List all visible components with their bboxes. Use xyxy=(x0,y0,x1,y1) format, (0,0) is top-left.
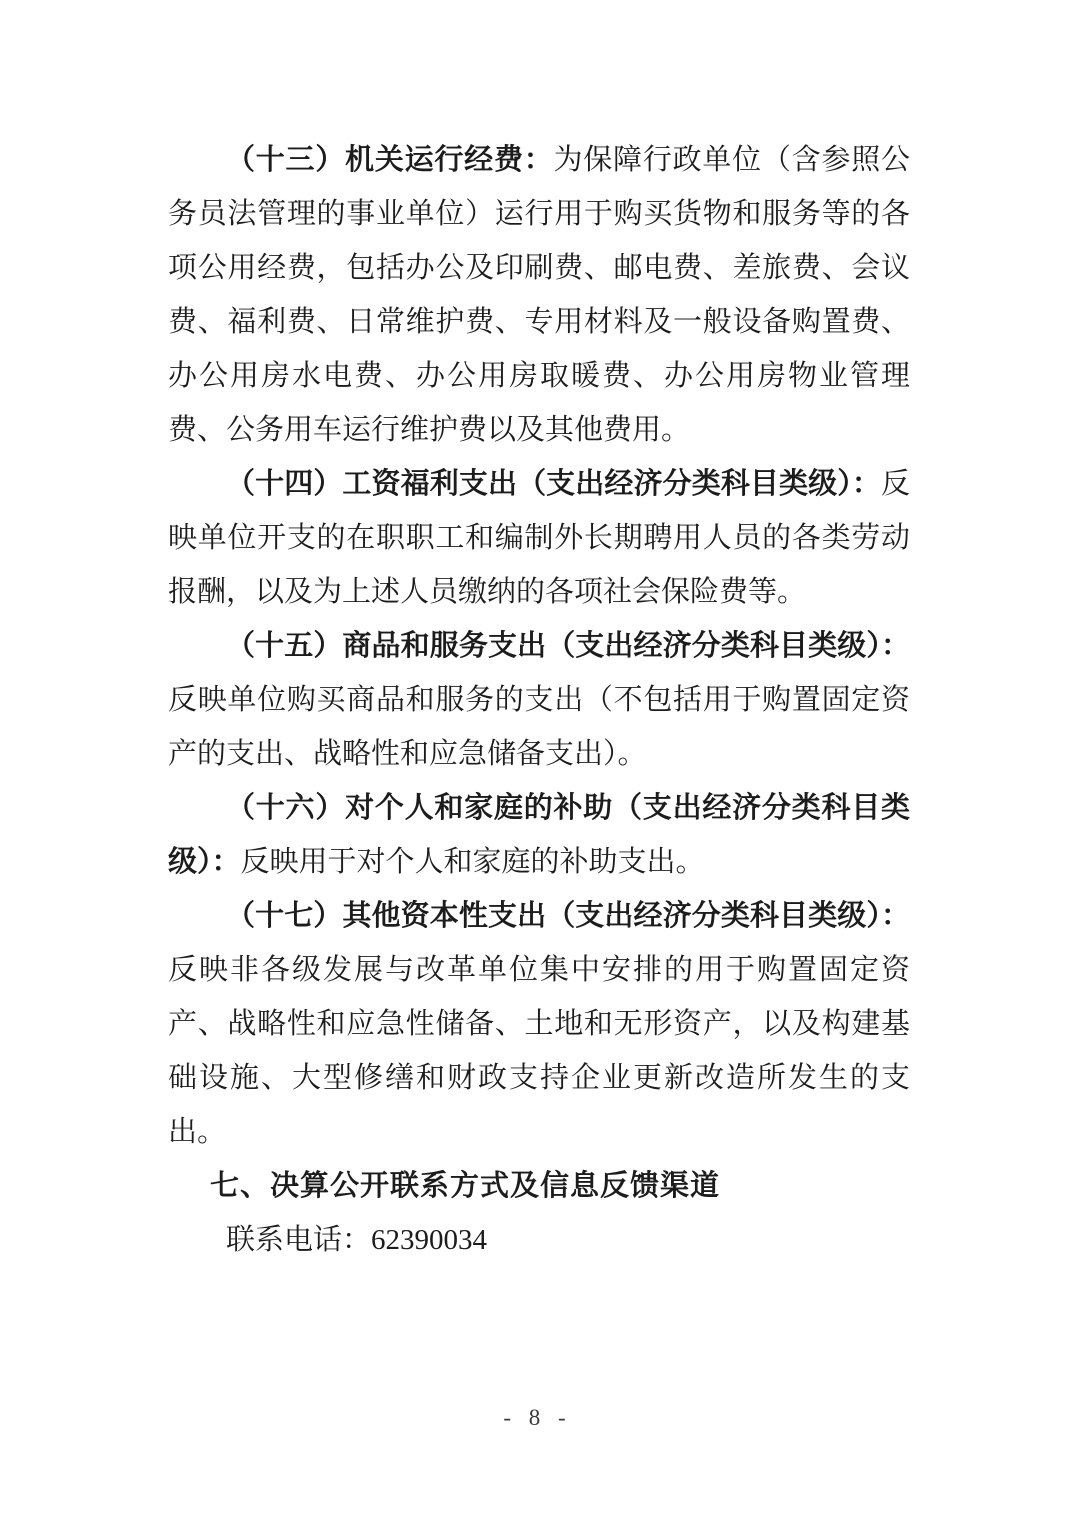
paragraph-14-text: 反映单位开支的在职职工和编制外长期聘用人员的各类劳动报酬，以及为上述人员缴纳的各项社会保险费等。 xyxy=(168,468,910,608)
paragraph-16-text: 反映用于对个人和家庭的补助支出。 xyxy=(240,846,705,878)
contact-line: 联系电话：62390034 xyxy=(226,1224,488,1256)
section-heading: 七、决算公开联系方式及信息反馈渠道 xyxy=(210,1170,721,1202)
paragraph-13-lead: （十三）机关运行经费： xyxy=(226,144,554,176)
paragraph-17-text: 反映非各级发展与改革单位集中安排的用于购置固定资产、战略性和应急性储备、土地和无形资产，以及构建基础设施、大型修缮和财政支持企业更新改造所发生的支出。 xyxy=(168,954,910,1148)
paragraph-15-lead: （十五）商品和服务支出（支出经济分类科目类级）： xyxy=(226,630,910,662)
page-number: - 8 - xyxy=(503,1405,572,1430)
paragraph-item-17 xyxy=(168,889,910,1159)
paragraph-16-lead: （十六）对个人和家庭的补助（支出经济分类科目类级）： xyxy=(168,792,910,878)
paragraph-13-text: 为保障行政单位（含参照公务员法管理的事业单位）运行用于购买货物和服务等的各项公用经费，包括办公及印刷费、邮电费、差旅费、会议费、福利费、日常维护费、专用材料及一般设备购置费、办公用房水电费、办公用房取暖费、办公用房物业管理费、公务用车运行维护费以及其他费用。 xyxy=(168,144,910,446)
paragraph-item-15 xyxy=(168,619,910,781)
paragraph-item-14 xyxy=(168,457,910,619)
paragraph-item-13 xyxy=(168,133,910,457)
paragraph-14-lead: （十四）工资福利支出（支出经济分类科目类级）： xyxy=(226,468,881,500)
paragraph-item-16 xyxy=(168,781,910,889)
paragraph-17-lead: （十七）其他资本性支出（支出经济分类科目类级）： xyxy=(226,900,910,932)
document-body xyxy=(168,133,910,1267)
paragraph-15-text: 反映单位购买商品和服务的支出（不包括用于购置固定资产的支出、战略性和应急储备支出）。 xyxy=(168,684,910,770)
